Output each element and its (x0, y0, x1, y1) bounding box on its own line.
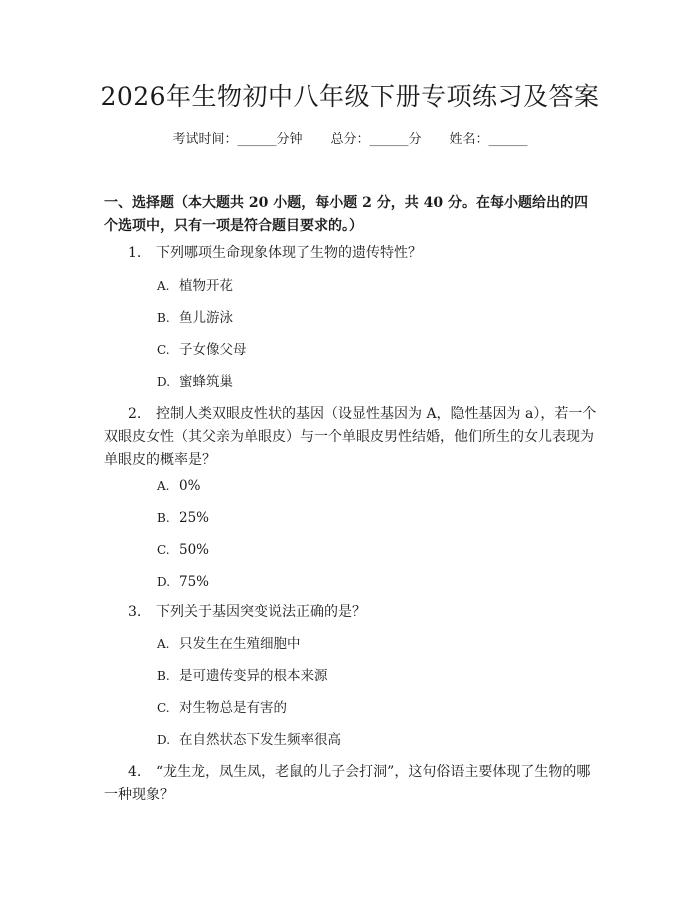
exam-time-field: 考试时间：______分钟 (172, 132, 303, 147)
question-text: 下列哪项生命现象体现了生物的遗传特性？ (156, 245, 422, 261)
exam-score-field: 总分：______分 (330, 132, 422, 147)
question-3 (104, 601, 604, 624)
option-text: 蜜蜂筑巢 (179, 374, 233, 390)
question-3-option-b (157, 666, 328, 686)
question-1-option-d (157, 372, 233, 392)
section-heading: 一、选择题（本大题共 20 小题，每小题 2 分，共 40 分。在每小题给出的四个选项中，只有一项是符合题目要求的。） (104, 195, 588, 234)
question-3-option-d (157, 730, 341, 750)
option-text: 植物开花 (179, 278, 233, 294)
option-text: 在自然状态下发生频率很高 (179, 732, 341, 748)
question-2 (104, 403, 604, 472)
option-text: 25% (179, 510, 210, 526)
question-1 (104, 242, 604, 265)
question-1-option-c (157, 340, 247, 360)
question-4 (104, 761, 604, 807)
option-letter: B. (157, 511, 170, 525)
option-letter: A. (157, 479, 170, 493)
question-number: 2. (128, 406, 142, 422)
option-letter: B. (157, 311, 170, 325)
question-2-option-d (157, 572, 209, 592)
question-3-option-c (157, 698, 287, 718)
question-text: 控制人类双眼皮性状的基因（设显性基因为 A，隐性基因为 a），若一个双眼皮女性（其父亲为单眼皮）与一个单眼皮男性结婚，他们所生的女儿表现为单眼皮的概率是？ (104, 406, 597, 468)
question-number: 3. (128, 604, 142, 620)
question-2-option-c (157, 540, 209, 560)
option-text: 鱼儿游泳 (179, 310, 233, 326)
exam-info-row (0, 131, 700, 149)
question-text: “龙生龙，凤生凤，老鼠的儿子会打洞”，这句俗语主要体现了生物的哪一种现象？ (104, 764, 591, 803)
question-3-option-a (157, 634, 301, 654)
option-text: 对生物总是有害的 (179, 700, 287, 716)
option-text: 50% (179, 542, 210, 558)
question-text: 下列关于基因突变说法正确的是？ (156, 604, 366, 620)
question-number: 4. (128, 764, 142, 780)
option-letter: D. (157, 575, 171, 589)
option-letter: C. (157, 543, 170, 557)
option-letter: B. (157, 669, 170, 683)
page-title: 2026年生物初中八年级下册专项练习及答案 (100, 82, 600, 111)
option-text: 0% (179, 478, 201, 494)
option-text: 子女像父母 (179, 342, 247, 358)
option-letter: A. (157, 279, 170, 293)
question-2-option-b (157, 508, 209, 528)
option-letter: A. (157, 637, 170, 651)
option-letter: C. (157, 701, 170, 715)
question-number: 1. (128, 245, 142, 261)
question-2-option-a (157, 476, 200, 496)
option-text: 只发生在生殖细胞中 (179, 636, 301, 652)
option-text: 75% (179, 574, 210, 590)
student-name-field: 姓名：______ (449, 132, 528, 147)
option-letter: D. (157, 733, 171, 747)
question-1-option-b (157, 308, 233, 328)
option-letter: C. (157, 343, 170, 357)
question-1-option-a (157, 276, 233, 296)
option-text: 是可遗传变异的根本来源 (179, 668, 328, 684)
option-letter: D. (157, 375, 171, 389)
